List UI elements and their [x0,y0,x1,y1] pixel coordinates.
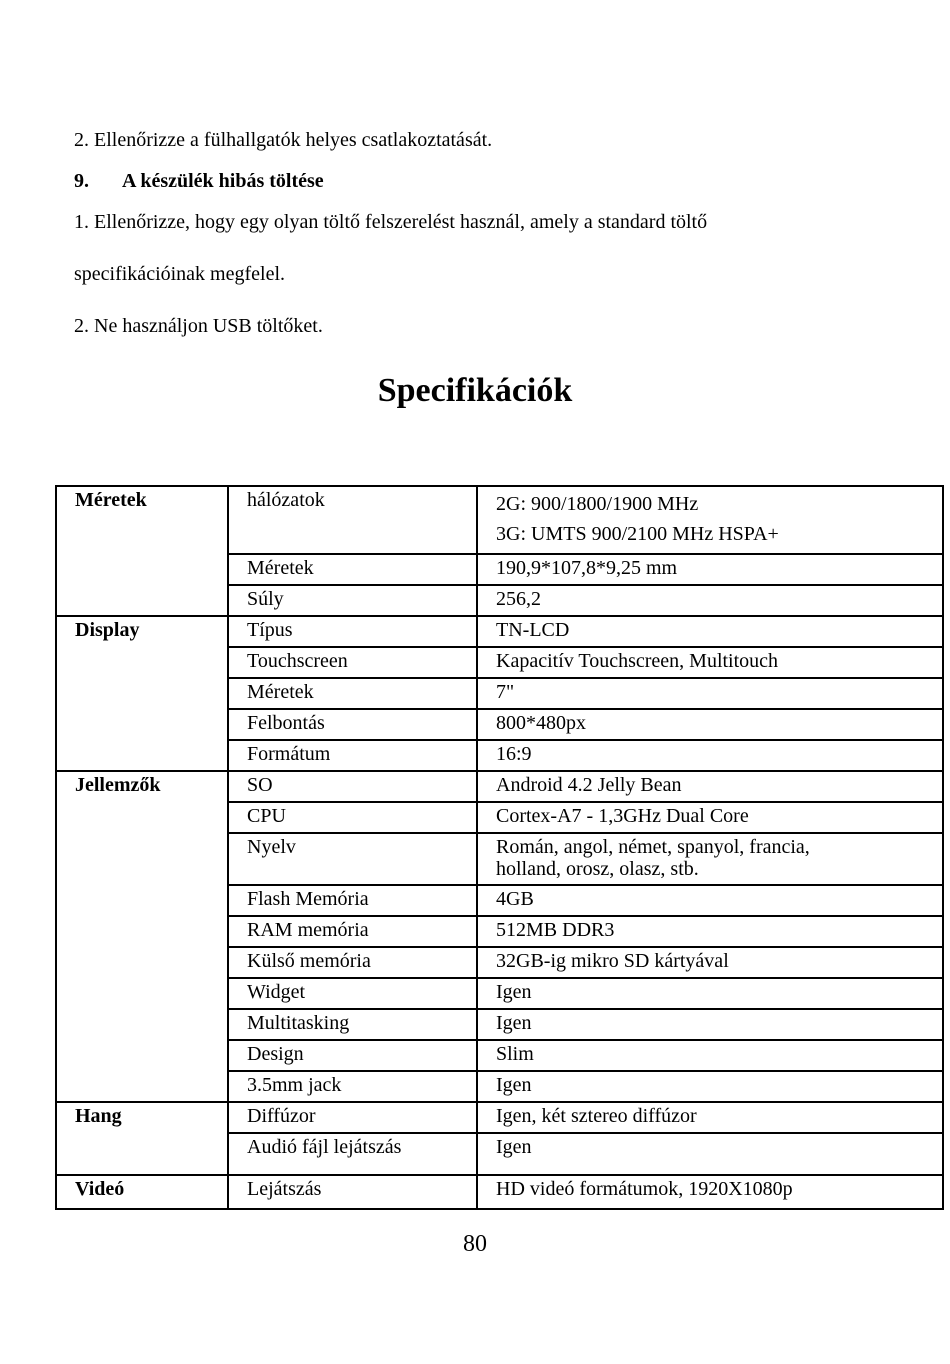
spec-label: Lejátszás [228,1175,477,1209]
spec-value-line: 4GB [496,888,534,910]
spec-value-line: Igen [496,981,532,1003]
spec-value [477,1175,943,1209]
spec-value [477,585,943,616]
spec-value [477,1133,943,1175]
spec-value-line: Slim [496,1043,534,1065]
spec-value-line: 7" [496,681,515,703]
spec-label: Diffúzor [228,1102,477,1133]
instruction-line-1: 2. Ellenőrizze a fülhallgatók helyes csatlakoztatását. [74,129,493,151]
spec-value [477,916,943,947]
section-heading [74,169,324,193]
section-label: Méretek [56,486,228,616]
page-number: 80 [463,1231,487,1257]
spec-value-line: Román, angol, német, spanyol, francia, [496,836,810,858]
spec-value [477,678,943,709]
spec-value [477,486,943,554]
spec-value [477,554,943,585]
spec-value-line: Kapacitív Touchscreen, Multitouch [496,650,779,672]
spec-value [477,833,943,885]
spec-label: Touchscreen [228,647,477,678]
spec-label: RAM memória [228,916,477,947]
spec-value [477,885,943,916]
spec-value [477,616,943,647]
spec-value [477,947,943,978]
spec-table [55,485,944,1210]
table-row [56,1102,943,1133]
spec-value [477,978,943,1009]
table-row [56,771,943,802]
section-label: Jellemzők [56,771,228,1102]
spec-label: Nyelv [228,833,477,885]
spec-value [477,1040,943,1071]
spec-label: Felbontás [228,709,477,740]
spec-value-line: Igen [496,1074,532,1096]
spec-label: hálózatok [228,486,477,554]
spec-value-line: 512MB DDR3 [496,919,615,941]
table-row [56,486,943,554]
spec-value [477,1071,943,1102]
spec-value-line: 2G: 900/1800/1900 MHz [496,493,699,515]
spec-value-line: 800*480px [496,712,586,734]
section-heading-text: A készülék hibás töltése [122,170,324,192]
section-label: Display [56,616,228,771]
instruction-line-3: specifikációinak megfelel. [74,263,286,285]
spec-label: Design [228,1040,477,1071]
spec-value-line: Igen [496,1136,532,1158]
spec-label: Méretek [228,554,477,585]
page-title: Specifikációk [377,372,573,409]
spec-value [477,740,943,771]
spec-label: Widget [228,978,477,1009]
spec-value-line: Cortex-A7 - 1,3GHz Dual Core [496,805,749,827]
spec-value [477,802,943,833]
spec-value [477,1102,943,1133]
section-label: Hang [56,1102,228,1175]
instruction-line-4: 2. Ne használjon USB töltőket. [74,315,323,337]
spec-value-line: 256,2 [496,588,541,610]
spec-label: 3.5mm jack [228,1071,477,1102]
spec-label: Súly [228,585,477,616]
spec-value-line: holland, orosz, olasz, stb. [496,858,699,880]
section-label: Videó [56,1175,228,1209]
spec-value [477,709,943,740]
spec-label: SO [228,771,477,802]
spec-value-line: 32GB-ig mikro SD kártyával [496,950,729,972]
spec-value-line: 16:9 [496,743,532,765]
spec-value [477,647,943,678]
section-heading-number: 9. [74,170,89,192]
spec-label: Méretek [228,678,477,709]
spec-label: CPU [228,802,477,833]
spec-label: Formátum [228,740,477,771]
spec-value-line: 3G: UMTS 900/2100 MHz HSPA+ [496,523,779,545]
spec-value-line: Igen [496,1012,532,1034]
spec-label: Multitasking [228,1009,477,1040]
spec-label: Audió fájl lejátszás [228,1133,477,1175]
spec-value [477,1009,943,1040]
spec-label: Külső memória [228,947,477,978]
spec-value-line: HD videó formátumok, 1920X1080p [496,1178,793,1200]
table-row [56,616,943,647]
table-row [56,1175,943,1209]
spec-value [477,771,943,802]
spec-label: Típus [228,616,477,647]
spec-label: Flash Memória [228,885,477,916]
spec-value-line: Android 4.2 Jelly Bean [496,774,682,796]
spec-value-line: TN-LCD [496,619,570,641]
spec-value-line: Igen, két sztereo diffúzor [496,1105,697,1127]
instruction-line-2: 1. Ellenőrizze, hogy egy olyan töltő felszerelést használ, amely a standard töltő [74,211,708,233]
spec-value-line: 190,9*107,8*9,25 mm [496,557,678,579]
